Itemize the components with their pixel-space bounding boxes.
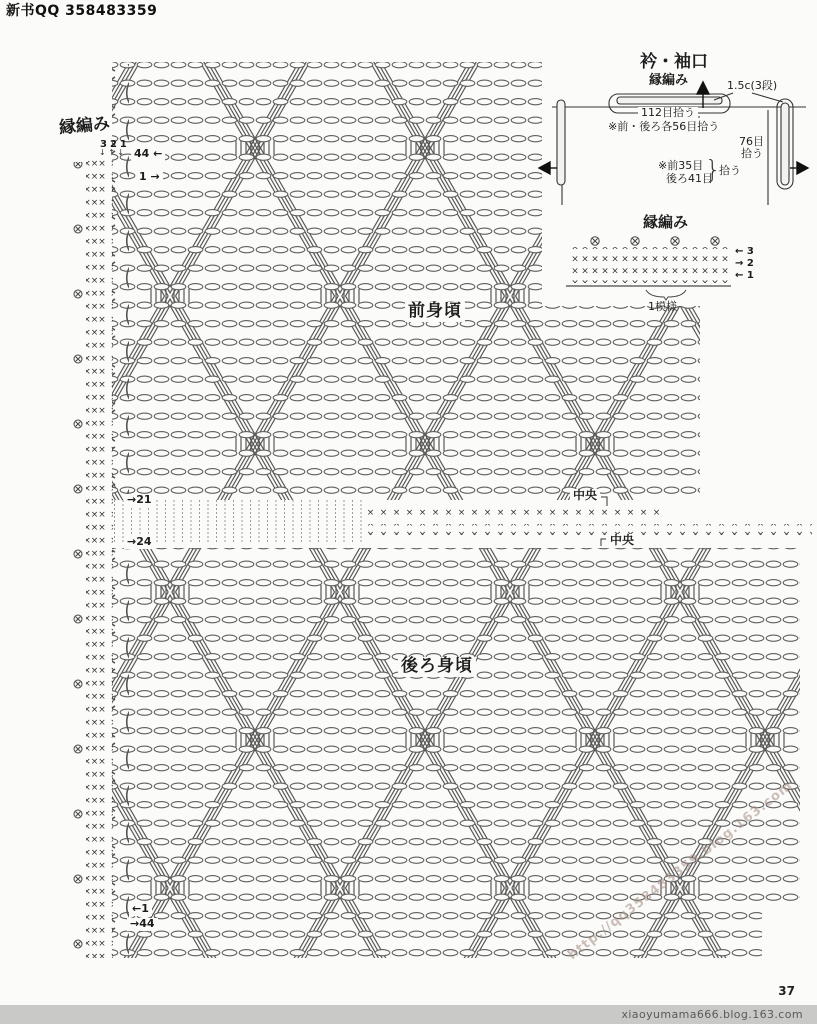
- mid-x-row-bottom: [366, 524, 812, 535]
- back-body-chart-pattern: [110, 548, 800, 958]
- picot-icon: [631, 237, 639, 245]
- edging-chart-drawing: [566, 237, 731, 300]
- back-center-label: 中央: [607, 534, 637, 548]
- picot-icon: [671, 237, 679, 245]
- left-edging-row-arrows-icon: ↓↑↓: [99, 148, 127, 157]
- front-body-label: 前身頃: [405, 302, 465, 322]
- back-row-1-label: ←1: [129, 903, 152, 916]
- collar-schematic-subtitle: 縁編み: [649, 73, 689, 88]
- armhole-brace: }: [705, 155, 721, 184]
- edging-row-2-label: → 2: [735, 258, 754, 269]
- left-edging-picot-column: [73, 162, 85, 954]
- picot-icon: [591, 237, 599, 245]
- right-band-bar: [781, 103, 789, 185]
- left-edging-title: 縁編み: [58, 113, 111, 139]
- watermark-text: http://qq358483359.blog.163.com: [565, 778, 796, 964]
- back-row-44-label: →44: [127, 918, 158, 931]
- collar-depth-label: 1.5c(3段): [727, 79, 778, 92]
- left-edging-x-column: [86, 160, 113, 958]
- picot-icon: [711, 237, 719, 245]
- left-band-bar: [557, 100, 565, 185]
- front-row-1-label: 1 →: [136, 171, 163, 184]
- back-row-24-label: →24: [124, 536, 155, 549]
- pattern-repeat-brace: [646, 290, 686, 300]
- front-row-44-label: 44 ←: [131, 148, 165, 161]
- edging-chart-title: 縁編み: [643, 213, 689, 231]
- page-header-id: 新书QQ 358483359: [6, 3, 158, 19]
- back-center-marker-line: [601, 539, 606, 546]
- back-body-label: 後ろ身頃: [398, 657, 476, 677]
- edging-row-3-label: ← 3: [735, 246, 754, 257]
- edging-row-1-label: ← 1: [735, 270, 754, 281]
- collar-schematic-title: 衿・袖口: [640, 52, 708, 72]
- armhole-pickup-back: 後ろ41目: [666, 172, 713, 185]
- pattern-repeat-label: 1模様: [648, 300, 677, 313]
- armhole-pickup-verb: 拾う: [719, 164, 741, 177]
- collar-band-bar: [617, 97, 722, 104]
- page-number: 37: [778, 984, 795, 998]
- front-center-label: 中央: [570, 489, 600, 503]
- left-edging-row-numbers: 321: [100, 139, 130, 150]
- side-pickup-verb: 拾う: [741, 147, 763, 160]
- mid-x-row-top: [366, 505, 666, 516]
- armhole-pickup-front: ※前35目: [658, 159, 704, 172]
- footer-url-bar: xiaoyumama666.blog.163.com: [0, 1005, 817, 1024]
- collar-pickup-note: ※前・後ろ各56目拾う: [608, 120, 720, 133]
- collar-pickup-count: 112目拾う: [638, 107, 698, 120]
- front-row-21-label: →21: [124, 494, 155, 507]
- edging-x-grid: [570, 247, 730, 283]
- side-pickup-count: 76目: [739, 135, 764, 148]
